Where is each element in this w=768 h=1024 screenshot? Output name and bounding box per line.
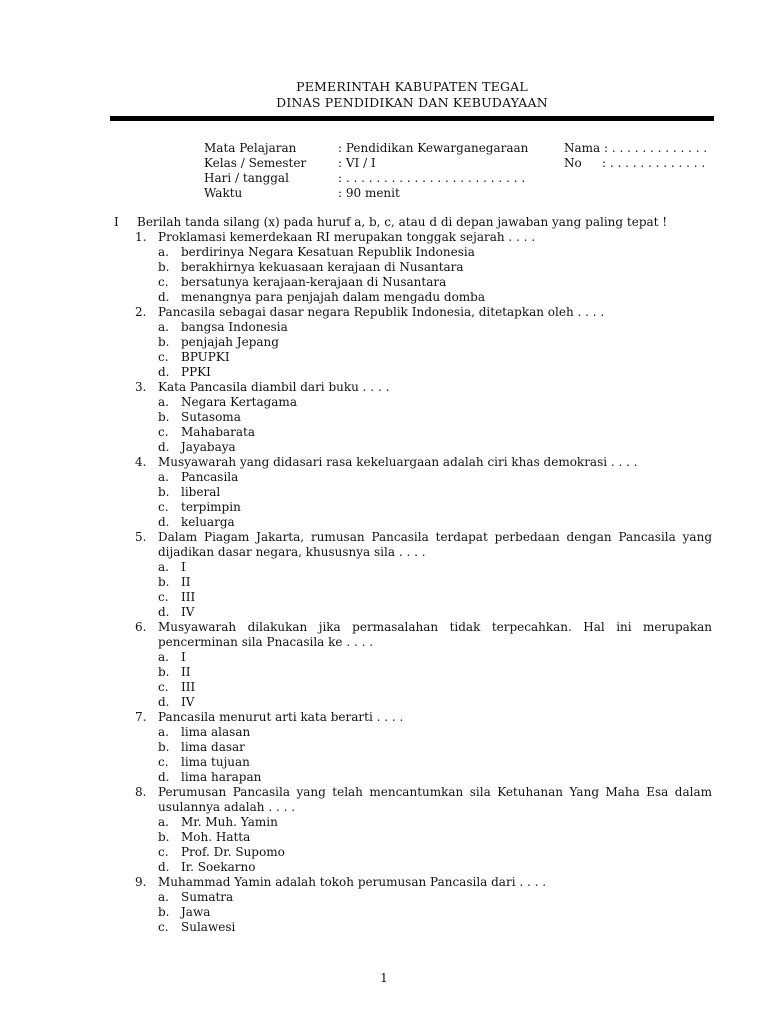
option-letter: b. [158,665,170,679]
question-text-line: usulannya adalah . . . . [158,800,296,814]
question-6 [114,620,712,710]
option-d [114,290,712,305]
option-text: Negara Kertagama [181,395,297,409]
option-text: berakhirnya kekuasaan kerajaan di Nusantara [181,260,464,274]
date-label: Hari / tanggal [204,171,289,185]
question-8 [114,785,712,875]
option-text: menangnya para penjajah dalam mengadu domba [181,290,486,304]
option-letter: b. [158,740,170,754]
option-letter: a. [158,890,169,904]
option-b [114,740,712,755]
option-text: II [181,665,191,679]
question-number: 4. [135,455,147,469]
option-letter: b. [158,830,170,844]
option-letter: d. [158,605,170,619]
option-letter: b. [158,260,170,274]
question-text-line: Dalam Piagam Jakarta, rumusan Pancasila terdapat perbedaan dengan Pancasila yang [158,530,712,544]
question-text: Kata Pancasila diambil dari buku . . . . [158,380,390,394]
option-b [114,260,712,275]
question-text: Musyawarah yang didasari rasa kekeluargaan adalah ciri khas demokrasi . . . . [158,455,638,469]
option-c [114,755,712,770]
page-number: 1 [380,971,388,985]
question-text-line: Musyawarah dilakukan jika permasalahan tidak terpecahkan. Hal ini merupakan [158,620,712,634]
date-value: : . . . . . . . . . . . . . . . . . . . . . . . . [338,171,526,185]
question-text: Proklamasi kemerdekaan RI merupakan tonggak sejarah . . . . [158,230,536,244]
question-number: 8. [135,785,147,799]
option-c [114,680,712,695]
option-text: PPKI [181,365,211,379]
option-letter: c. [158,275,169,289]
option-c [114,590,712,605]
question-text [158,785,712,815]
option-a [114,470,712,485]
option-letter: b. [158,335,170,349]
class-label: Kelas / Semester [204,156,307,170]
option-text: Sulawesi [181,920,236,934]
time-label: Waktu [204,186,243,200]
option-letter: c. [158,920,169,934]
option-letter: b. [158,575,170,589]
option-text: BPUPKI [181,350,230,364]
option-c [114,845,712,860]
question-number: 2. [135,305,147,319]
question-text: Pancasila sebagai dasar negara Republik Indonesia, ditetapkan oleh . . . . [158,305,605,319]
name-field: Nama : . . . . . . . . . . . . . [564,141,708,155]
question-number: 5. [135,530,147,544]
option-letter: b. [158,905,170,919]
question-number: 3. [135,380,147,394]
option-text: keluarga [181,515,235,529]
option-text: I [181,650,186,664]
option-letter: d. [158,770,170,784]
option-text: lima dasar [181,740,245,754]
class-value: : VI / I [338,156,376,170]
option-text: IV [181,695,195,709]
option-letter: a. [158,395,169,409]
subject-value: : Pendidikan Kewarganegaraan [338,141,529,155]
option-text: II [181,575,191,589]
question-1 [114,230,712,305]
option-c [114,425,712,440]
option-letter: a. [158,560,169,574]
option-d [114,695,712,710]
option-text: III [181,680,196,694]
header-government: PEMERINTAH KABUPATEN TEGAL [296,79,528,94]
question-text [158,620,712,650]
option-d [114,860,712,875]
option-text: Jayabaya [181,440,236,454]
option-text: Moh. Hatta [181,830,251,844]
option-c [114,275,712,290]
option-c [114,500,712,515]
option-text: Prof. Dr. Supomo [181,845,285,859]
option-text: bangsa Indonesia [181,320,288,334]
option-text: penjajah Jepang [181,335,279,349]
option-letter: a. [158,245,169,259]
option-text: lima tujuan [181,755,250,769]
option-d [114,440,712,455]
option-a [114,320,712,335]
question-text [158,530,712,560]
option-text: lima alasan [181,725,251,739]
option-text: Sutasoma [181,410,241,424]
question-3 [114,380,712,455]
option-letter: d. [158,860,170,874]
option-d [114,515,712,530]
subject-label: Mata Pelajaran [204,141,297,155]
option-c [114,350,712,365]
question-9 [114,875,712,935]
option-letter: c. [158,845,169,859]
option-a [114,725,712,740]
option-letter: a. [158,650,169,664]
option-text: terpimpin [181,500,241,514]
option-text: Pancasila [181,470,239,484]
option-b [114,410,712,425]
option-text: III [181,590,196,604]
option-d [114,365,712,380]
option-text: IV [181,605,195,619]
option-b [114,830,712,845]
number-label: No [564,156,582,170]
question-2 [114,305,712,380]
option-text: Sumatra [181,890,234,904]
option-a [114,560,712,575]
option-d [114,605,712,620]
option-b [114,485,712,500]
option-letter: c. [158,500,169,514]
option-a [114,815,712,830]
section-number: I [114,215,119,229]
option-text: berdirinya Negara Kesatuan Republik Indonesia [181,245,475,259]
question-number: 9. [135,875,147,889]
option-letter: c. [158,350,169,364]
option-letter: c. [158,680,169,694]
question-4 [114,455,712,530]
option-text: Mahabarata [181,425,256,439]
question-text: Muhammad Yamin adalah tokoh perumusan Pancasila dari . . . . [158,875,547,889]
option-letter: a. [158,725,169,739]
option-c [114,920,712,935]
option-letter: d. [158,695,170,709]
option-text: liberal [181,485,221,499]
question-text-line: pencerminan sila Pnacasila ke . . . . [158,635,374,649]
option-text: Ir. Soekarno [181,860,256,874]
option-letter: d. [158,515,170,529]
option-b [114,575,712,590]
document-header [110,79,714,111]
option-text: I [181,560,186,574]
option-d [114,770,712,785]
header-department: DINAS PENDIDIKAN DAN KEBUDAYAAN [276,95,548,110]
question-7 [114,710,712,785]
question-text: Pancasila menurut arti kata berarti . . . . [158,710,404,724]
option-b [114,665,712,680]
number-value: : . . . . . . . . . . . . . [602,156,706,170]
option-a [114,890,712,905]
option-letter: d. [158,440,170,454]
question-text-line: Perumusan Pancasila yang telah mencantumkan sila Ketuhanan Yang Maha Esa dalam [158,785,712,799]
time-value: : 90 menit [338,186,400,200]
option-text: bersatunya kerajaan-kerajaan di Nusantara [181,275,447,289]
option-letter: c. [158,755,169,769]
option-a [114,650,712,665]
option-a [114,395,712,410]
option-b [114,905,712,920]
question-number: 7. [135,710,147,724]
option-letter: d. [158,365,170,379]
option-text: lima harapan [181,770,262,784]
option-letter: a. [158,470,169,484]
option-letter: c. [158,590,169,604]
question-5 [114,530,712,620]
option-letter: d. [158,290,170,304]
option-letter: c. [158,425,169,439]
option-a [114,245,712,260]
option-letter: a. [158,815,169,829]
question-number: 1. [135,230,147,244]
option-b [114,335,712,350]
option-letter: b. [158,410,170,424]
question-text-line: dijadikan dasar negara, khususnya sila . . . . [158,545,426,559]
option-letter: a. [158,320,169,334]
option-text: Jawa [181,905,211,919]
section-instruction: Berilah tanda silang (x) pada huruf a, b, c, atau d di depan jawaban yang paling tepat ! [137,215,668,229]
header-divider [110,116,714,121]
option-letter: b. [158,485,170,499]
question-list [114,230,712,935]
question-number: 6. [135,620,147,634]
option-text: Mr. Muh. Yamin [181,815,278,829]
